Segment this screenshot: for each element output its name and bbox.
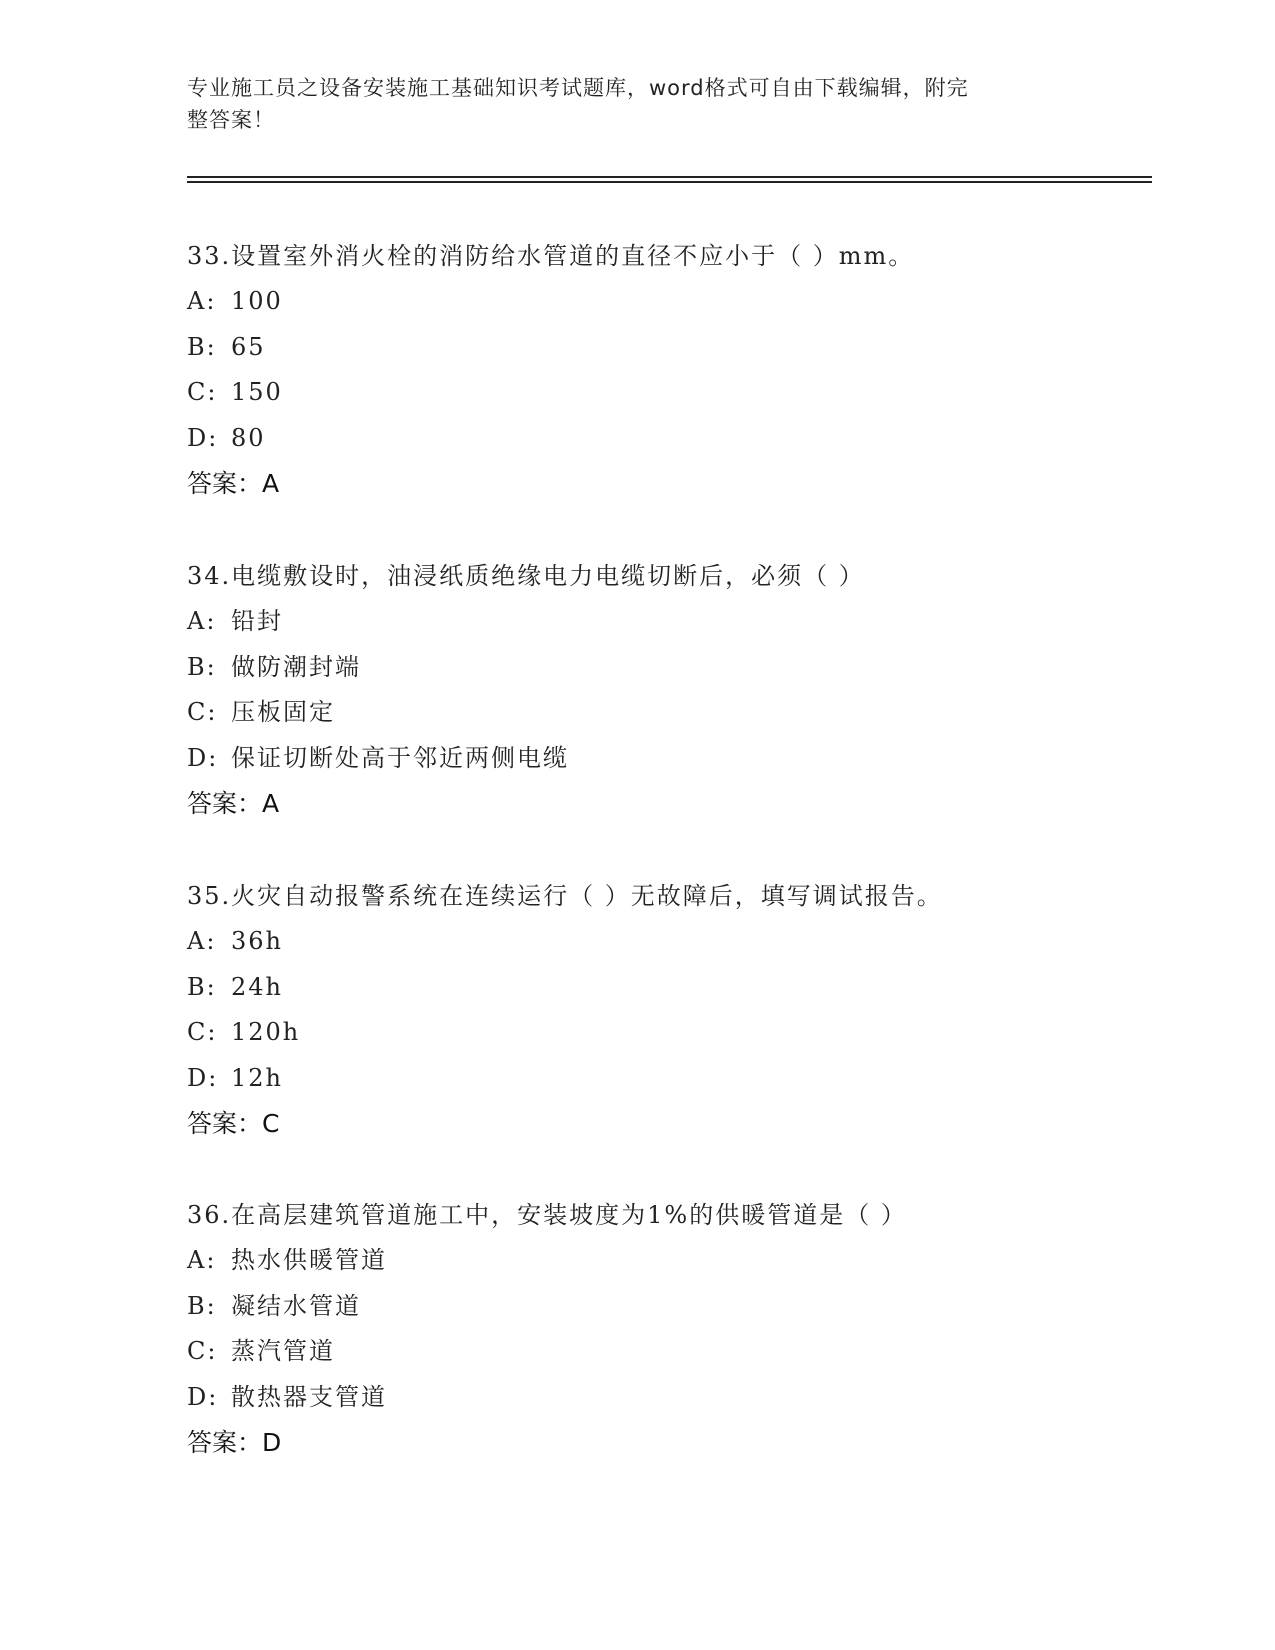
option-letter: A: <box>187 607 217 635</box>
option-text: 65 <box>231 332 266 361</box>
header-line-2: 整答案！ <box>187 108 275 132</box>
option-letter: D: <box>187 743 219 772</box>
option-letter: D: <box>187 1382 219 1411</box>
option-c <box>187 370 1147 416</box>
question-33 <box>187 233 1147 507</box>
option-text: 压板固定 <box>231 698 335 726</box>
option-letter: A: <box>187 1246 217 1274</box>
option-letter: B: <box>187 972 217 1001</box>
option-c <box>187 1329 1147 1375</box>
option-text: 120h <box>231 1018 301 1046</box>
question-stem: 33.设置室外消火栓的消防给水管道的直径不应小于（ ）mm。 <box>187 242 915 270</box>
option-d <box>187 736 1147 782</box>
option-letter: C: <box>187 1018 218 1046</box>
answer-line: 答案：A <box>187 789 280 818</box>
option-text: 保证切断处高于邻近两侧电缆 <box>231 743 569 772</box>
answer-line: 答案：D <box>187 1428 282 1457</box>
option-text: 24h <box>231 972 283 1001</box>
option-text: 做防潮封端 <box>231 652 361 681</box>
option-d <box>187 1056 1147 1102</box>
question-36 <box>187 1192 1147 1466</box>
option-letter: C: <box>187 698 218 726</box>
option-text: 36h <box>231 927 283 955</box>
option-text: 散热器支管道 <box>231 1382 387 1411</box>
option-b <box>187 965 1147 1011</box>
option-text: 100 <box>231 287 283 315</box>
option-letter: D: <box>187 1063 219 1092</box>
header-divider-top <box>187 176 1152 178</box>
option-letter: B: <box>187 1291 217 1320</box>
question-stem: 36.在高层建筑管道施工中，安装坡度为1%的供暖管道是（ ） <box>187 1201 907 1229</box>
option-letter: B: <box>187 332 217 361</box>
option-a <box>187 279 1147 325</box>
option-text: 铅封 <box>231 607 283 635</box>
document-header <box>187 72 1067 136</box>
question-stem: 34.电缆敷设时，油浸纸质绝缘电力电缆切断后，必须（ ） <box>187 562 865 590</box>
option-text: 蒸汽管道 <box>231 1337 335 1365</box>
option-letter: C: <box>187 1337 218 1365</box>
question-stem: 35.火灾自动报警系统在连续运行（ ）无故障后，填写调试报告。 <box>187 882 943 910</box>
option-letter: D: <box>187 423 219 452</box>
option-b <box>187 325 1147 371</box>
option-text: 80 <box>231 423 266 452</box>
header-divider-bottom <box>187 181 1152 183</box>
option-c <box>187 1010 1147 1056</box>
question-34 <box>187 553 1147 827</box>
option-letter: A: <box>187 927 217 955</box>
option-text: 150 <box>231 378 283 406</box>
option-b <box>187 1284 1147 1330</box>
option-b <box>187 645 1147 691</box>
option-d <box>187 1375 1147 1421</box>
option-text: 凝结水管道 <box>231 1291 361 1320</box>
option-c <box>187 690 1147 736</box>
option-letter: B: <box>187 652 217 681</box>
option-a <box>187 599 1147 645</box>
option-a <box>187 1238 1147 1284</box>
option-letter: C: <box>187 378 218 406</box>
header-line-1: 专业施工员之设备安装施工基础知识考试题库，word格式可自由下载编辑，附完 <box>187 76 969 100</box>
option-text: 热水供暖管道 <box>231 1246 387 1274</box>
option-d <box>187 416 1147 462</box>
answer-line: 答案：C <box>187 1109 280 1138</box>
option-letter: A: <box>187 287 217 315</box>
answer-line: 答案：A <box>187 469 280 498</box>
option-a <box>187 919 1147 965</box>
question-35 <box>187 873 1147 1147</box>
option-text: 12h <box>231 1063 283 1092</box>
